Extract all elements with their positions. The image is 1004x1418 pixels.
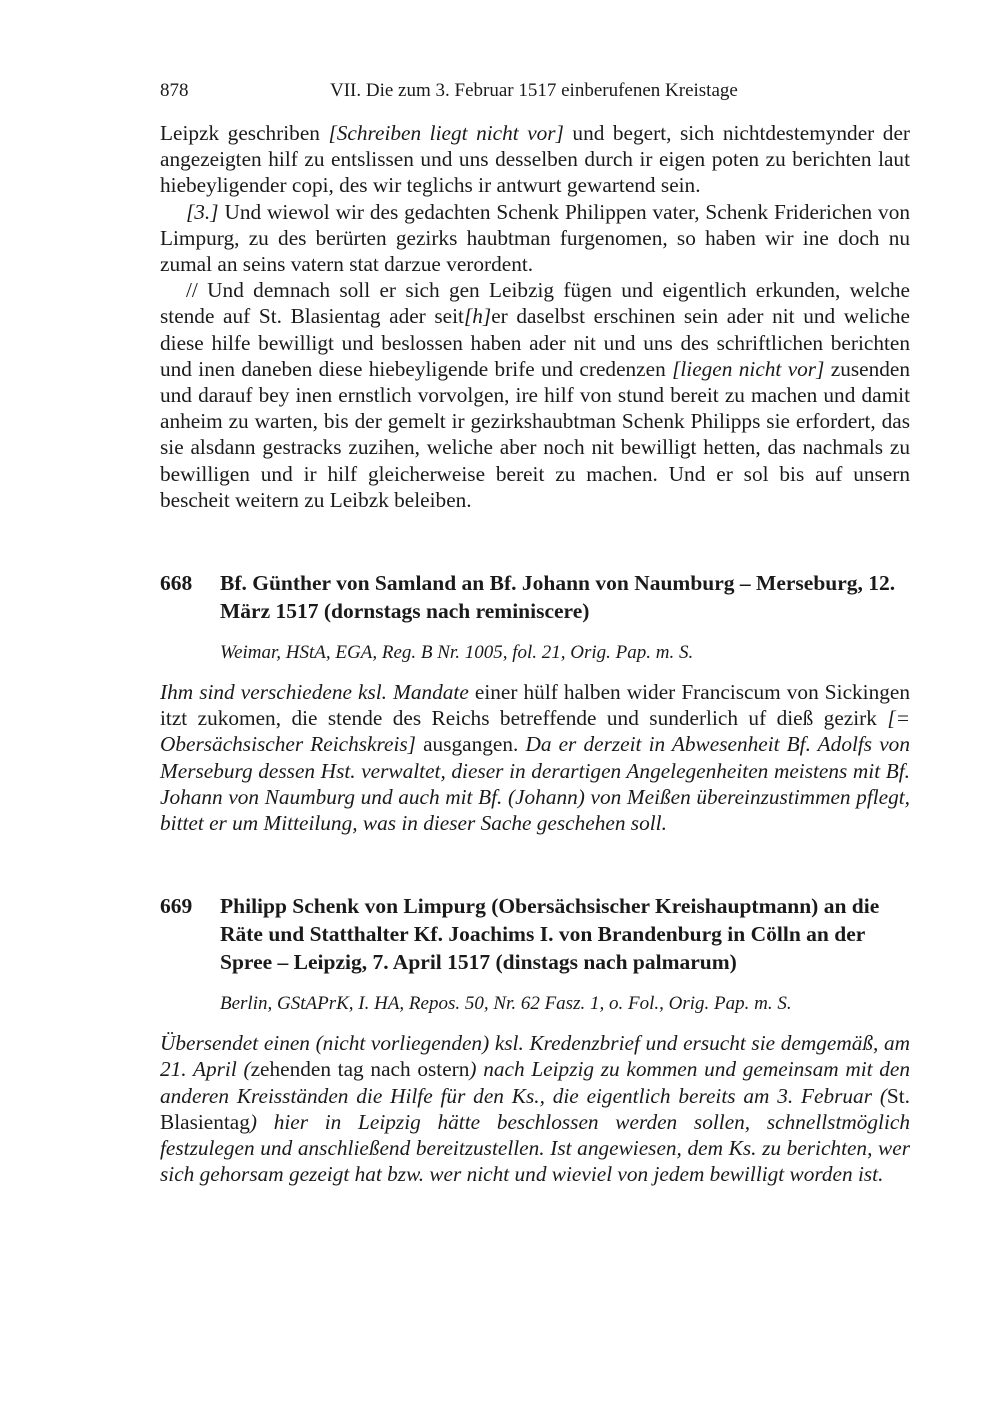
text-run: Leipzk geschriben (160, 121, 329, 145)
paragraph-continuation (160, 120, 910, 199)
summary-run: Ihm sind verschiedene ksl. Mandate (160, 680, 469, 705)
paragraph-section-3 (160, 199, 910, 278)
editorial-note: [= Obersächsischer Reichskreis] (160, 706, 910, 757)
document-number: 669 (160, 894, 193, 919)
text-run: zusenden und darauf bey inen ernstlich vorvolgen, ire hilf von stund bereit zu machen und damit anheim zu warten, bis der gemelt ir gezirkshaubtman Schenk Philipps sie erfordert, das sie alsdann gestracks zuzihen, weliche aber noch nit bewilligt hetten, das nachmals zu bewilligen und ir hilf gleicherweise bereit zu machen. Und er sol bis auf unsern bescheit weitern zu Leibzk beleiben. (160, 356, 910, 512)
running-title: VII. Die zum 3. Februar 1517 einberufenen Kreistage (330, 80, 738, 101)
running-header (160, 78, 910, 108)
document-summary-668 (160, 679, 910, 836)
document-summary-669 (160, 1030, 910, 1187)
document-page (160, 78, 910, 1187)
summary-run: Übersendet einen (nicht vorliegenden) ksl. Kredenzbrief und ersucht sie demgemäß, am 21. April ( (160, 1031, 910, 1082)
editorial-note: [liegen nicht vor] (672, 356, 825, 381)
archival-source: Weimar, HStA, EGA, Reg. B Nr. 1005, fol. 21, Orig. Pap. m. S. (220, 642, 694, 664)
text-run: er daselbst erschinen sein ader nit und weliche diese hilfe bewilligt und beslossen haben ader nit und uns des schriftlichen berichten und inen daneben diese hiebeyligende brife und credenzen (160, 304, 910, 381)
archival-source: Berlin, GStAPrK, I. HA, Repos. 50, Nr. 62 Fasz. 1, o. Fol., Orig. Pap. m. S. (220, 993, 792, 1015)
summary-run: ) nach Leipzig zu kommen und gemeinsam mit den anderen Kreisständen die Hilfe für den Ks., die eigentlich bereits am 3. Februar ( (160, 1057, 911, 1108)
quoted-text: ausgangen. (415, 732, 526, 757)
document-heading-669 (160, 892, 910, 976)
summary-run: ) hier in Leipzig hätte beschlossen werden sollen, schnellstmöglich festzulegen und anschließend bereitzustellen. Ist angewiesen, dem Ks. zu berichten, wer sich gehorsam gezeigt hat bzw. wer nicht und wieviel von jedem bewilligt worden ist. (160, 1109, 910, 1187)
document-title: Philipp Schenk von Limpurg (Obersächsischer Kreishauptmann) an die Räte und Statthalter Kf. Joachims I. von Brandenburg in Cölln an der Spree – Leipzig, 7. April 1517 (dinstags nach palmarum) (220, 894, 880, 975)
quoted-text: einer hülf halben wider Franciscum von Sickingen itzt zukomen, die stende des Reichs betreffende und sunderlich uf dieß gezirk (160, 680, 910, 731)
quoted-text: zehenden tag nach ostern (250, 1057, 470, 1082)
editorial-note: [Schreiben liegt nicht vor] (328, 121, 564, 145)
section-marker: [3.] (186, 199, 219, 224)
document-heading-668 (160, 569, 910, 625)
quoted-text: St. Blasientag (160, 1083, 910, 1134)
summary-run: Da er derzeit in Abwesenheit Bf. Adolfs von Merseburg dessen Hst. verwaltet, dieser in derartigen Angelegenheiten meistens mit Bf. Johann von Naumburg und auch mit Bf. (Johann) von Meißen übereinzustimmen pflegt, bittet er um Mitteilung, was in dieser Sache geschehen soll. (160, 732, 910, 836)
text-run: // Und demnach soll er sich gen Leibzig fügen und eigentlich erkunden, welche stende auf St. Blasientag ader seit (160, 278, 910, 329)
editorial-note: [h] (463, 304, 492, 329)
text-run: und begert, sich nichtdestemynder der angezeigten hilf zu entslissen und uns desselben durch ir eigen poten zu berichten laut hiebeyligender copi, des wir teglichs ir antwurt gewartend sein. (160, 121, 910, 198)
paragraph-instructions (160, 277, 910, 513)
page-number: 878 (160, 80, 189, 101)
document-title: Bf. Günther von Samland an Bf. Johann von Naumburg – Merseburg, 12. März 1517 (dornstags nach reminiscere) (220, 571, 896, 624)
text-run: Und wiewol wir des gedachten Schenk Philippen vater, Schenk Friderichen von Limpurg, zu des berürten gezirks haubtman furgenomen, so haben wir ine doch nu zumal an seins vatern stat darzue verordent. (160, 199, 910, 277)
document-number: 668 (160, 571, 193, 596)
